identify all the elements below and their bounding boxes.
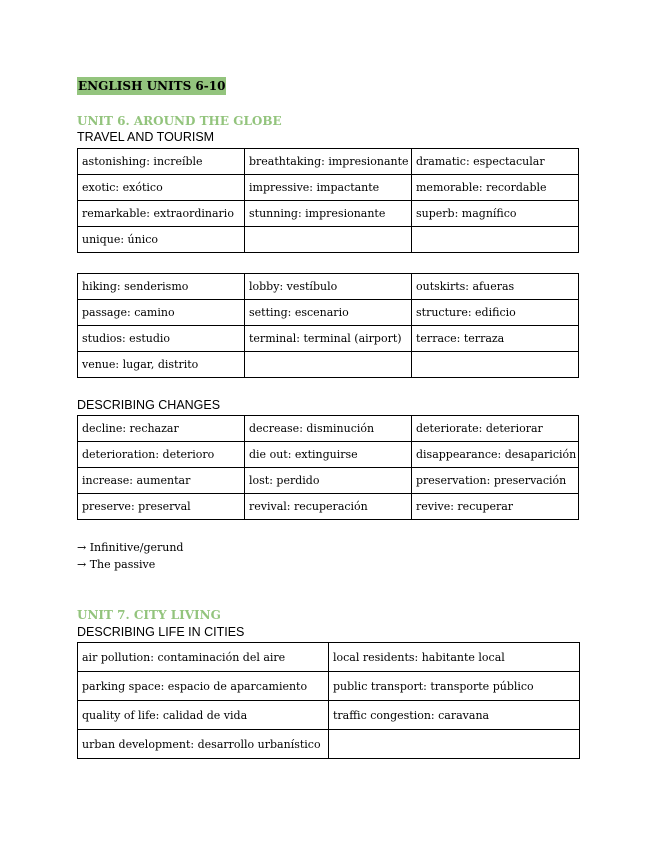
- table-cell: terrace: terraza: [412, 326, 579, 352]
- travel-tourism-label: TRAVEL AND TOURISM: [77, 130, 215, 144]
- table-cell: [329, 730, 580, 759]
- table-row: [78, 494, 579, 520]
- table-cell: [412, 227, 579, 253]
- table-cell: quality of life: calidad de vida: [78, 701, 329, 730]
- table-cell: local residents: habitante local: [329, 643, 580, 672]
- life-in-cities-label: DESCRIBING LIFE IN CITIES: [77, 625, 245, 639]
- table-cell: outskirts: afueras: [412, 274, 579, 300]
- table-cell: lost: perdido: [245, 468, 412, 494]
- table-cell: [245, 227, 412, 253]
- table-cell: setting: escenario: [245, 300, 412, 326]
- changes-table: [77, 415, 579, 520]
- table-row: [78, 300, 579, 326]
- table-cell: decline: rechazar: [78, 416, 245, 442]
- table-cell: terminal: terminal (airport): [245, 326, 412, 352]
- travel-table-2: [77, 273, 579, 378]
- table-cell: venue: lugar, distrito: [78, 352, 245, 378]
- table-row: [78, 672, 580, 701]
- table-cell: [245, 352, 412, 378]
- table-cell: structure: edificio: [412, 300, 579, 326]
- table-cell: traffic congestion: caravana: [329, 701, 580, 730]
- table-row: [78, 352, 579, 378]
- table-cell: unique: único: [78, 227, 245, 253]
- table-cell: lobby: vestíbulo: [245, 274, 412, 300]
- table-cell: studios: estudio: [78, 326, 245, 352]
- table-cell: disappearance: desaparición: [412, 442, 579, 468]
- table-cell: preserve: preserval: [78, 494, 245, 520]
- table-row: [78, 175, 579, 201]
- table-row: [78, 416, 579, 442]
- table-cell: memorable: recordable: [412, 175, 579, 201]
- table-cell: deteriorate: deteriorar: [412, 416, 579, 442]
- unit-7-heading: UNIT 7. CITY LIVING: [77, 608, 221, 622]
- describing-changes-label: DESCRIBING CHANGES: [77, 398, 221, 412]
- table-cell: remarkable: extraordinario: [78, 201, 245, 227]
- table-cell: impressive: impactante: [245, 175, 412, 201]
- table-row: [78, 468, 579, 494]
- table-cell: parking space: espacio de aparcamiento: [78, 672, 329, 701]
- table-row: [78, 149, 579, 175]
- table-cell: air pollution: contaminación del aire: [78, 643, 329, 672]
- table-row: [78, 201, 579, 227]
- table-cell: decrease: disminución: [245, 416, 412, 442]
- grammar-note-passive: → The passive: [77, 558, 156, 571]
- travel-table-1: [77, 148, 579, 253]
- table-cell: [412, 352, 579, 378]
- table-cell: dramatic: espectacular: [412, 149, 579, 175]
- table-cell: stunning: impresionante: [245, 201, 412, 227]
- table-cell: passage: camino: [78, 300, 245, 326]
- table-cell: public transport: transporte público: [329, 672, 580, 701]
- table-row: [78, 701, 580, 730]
- table-cell: revive: recuperar: [412, 494, 579, 520]
- table-cell: revival: recuperación: [245, 494, 412, 520]
- table-cell: preservation: preservación: [412, 468, 579, 494]
- unit-6-heading: UNIT 6. AROUND THE GLOBE: [77, 114, 282, 128]
- table-row: [78, 326, 579, 352]
- table-cell: die out: extinguirse: [245, 442, 412, 468]
- table-cell: urban development: desarrollo urbanístico: [78, 730, 329, 759]
- table-cell: hiking: senderismo: [78, 274, 245, 300]
- table-row: [78, 227, 579, 253]
- cities-table: [77, 642, 580, 759]
- grammar-note-infinitive: → Infinitive/gerund: [77, 541, 184, 554]
- table-row: [78, 274, 579, 300]
- table-cell: superb: magnífico: [412, 201, 579, 227]
- table-cell: astonishing: increíble: [78, 149, 245, 175]
- table-cell: exotic: exótico: [78, 175, 245, 201]
- table-cell: breathtaking: impresionante: [245, 149, 412, 175]
- table-cell: increase: aumentar: [78, 468, 245, 494]
- table-row: [78, 442, 579, 468]
- document-title: ENGLISH UNITS 6-10: [78, 79, 226, 93]
- table-cell: deterioration: deterioro: [78, 442, 245, 468]
- table-row: [78, 643, 580, 672]
- table-row: [78, 730, 580, 759]
